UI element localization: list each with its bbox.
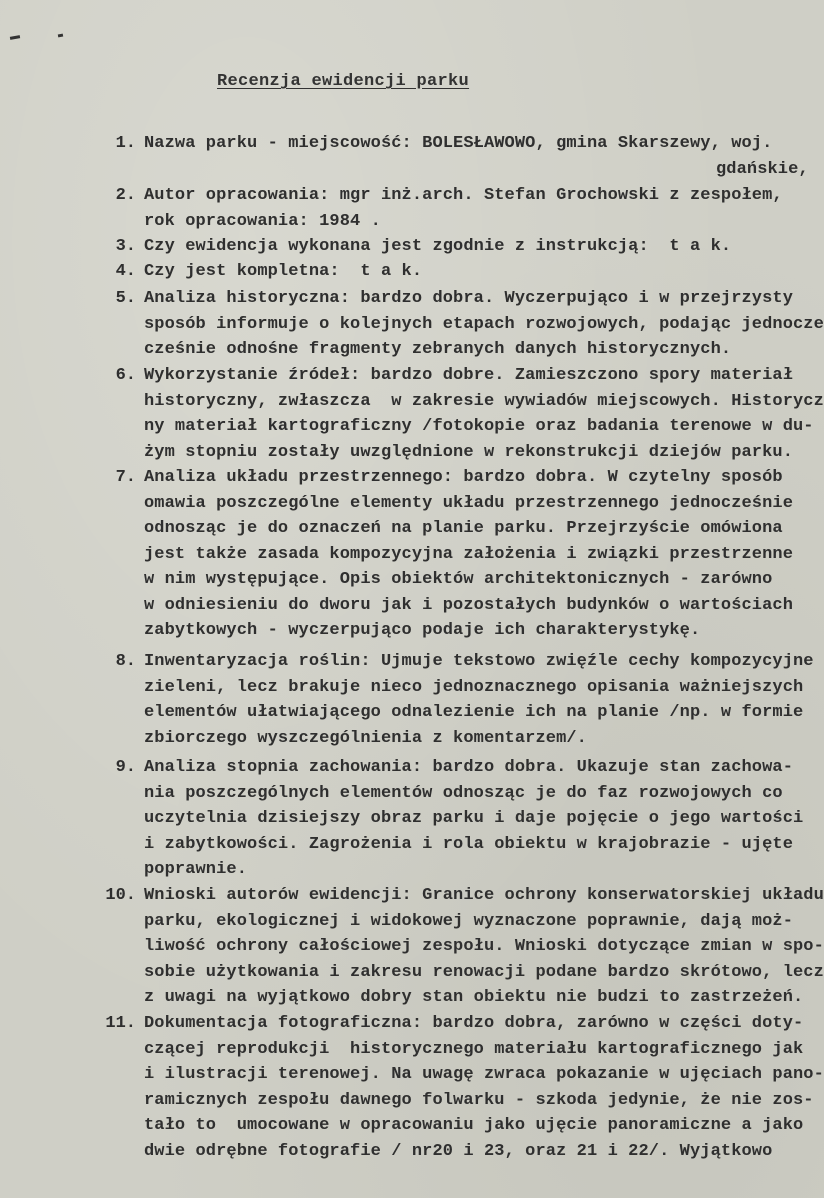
list-item-line: historyczny, zwłaszcza w zakresie wywiadów miejscowych. Historycz bbox=[144, 391, 824, 411]
list-item-line: cześnie odnośne fragmenty zebranych danych historycznych. bbox=[144, 340, 732, 359]
list-item-number: 1. bbox=[115, 134, 136, 153]
document-title: Recenzja ewidencji parku bbox=[217, 72, 470, 91]
list-item-line: Analiza stopnia zachowania: bardzo dobra. Ukazuje stan zachowa- bbox=[144, 758, 794, 777]
list-item-line: Autor opracowania: mgr inż.arch. Stefan Grochowski z zespołem, bbox=[144, 186, 783, 205]
list-item-line: Wykorzystanie źródeł: bardzo dobre. Zamieszczono spory materiał bbox=[144, 366, 794, 385]
list-item-line: Inwentaryzacja roślin: Ujmuje tekstowo zwięźle cechy kompozycyjne bbox=[144, 652, 814, 671]
list-item-line: i ilustracji terenowej. Na uwagę zwraca pokazanie w ujęciach pano- bbox=[144, 1065, 824, 1084]
list-item-line: w odniesieniu do dworu jak i pozostałych budynków o wartościach bbox=[144, 595, 794, 615]
list-item-line: i zabytkowości. Zagrożenia i rola obiektu w krajobrazie - ujęte bbox=[144, 834, 794, 854]
list-item-line: w nim występujące. Opis obiektów architektonicznych - zarówno bbox=[144, 570, 773, 589]
list-item-number: 5. bbox=[115, 289, 136, 308]
list-item-line: Dokumentacja fotograficzna: bardzo dobra, zarówno w części doty- bbox=[144, 1014, 804, 1033]
list-item-line: gdańskie, bbox=[716, 159, 809, 179]
list-item-line: Nazwa parku - miejscowość: BOLESŁAWOWO, gmina Skarszewy, woj. bbox=[144, 134, 773, 153]
list-item-line: ny materiał kartograficzny /fotokopie oraz badania terenowe w du- bbox=[144, 417, 814, 436]
list-item-line: tało to umocowane w opracowaniu jako ujęcie panoramiczne a jako bbox=[144, 1116, 804, 1135]
list-item-line: ramicznych zespołu dawnego folwarku - szkoda jedynie, że nie zos- bbox=[144, 1090, 814, 1110]
list-item-line: Wnioski autorów ewidencji: Granice ochrony konserwatorskiej układu bbox=[144, 886, 824, 905]
list-item-line: nia poszczególnych elementów odnosząc je do faz rozwojowych co bbox=[144, 783, 783, 803]
list-item-line: parku, ekologicznej i widokowej wyznaczone poprawnie, dają moż- bbox=[144, 911, 794, 931]
list-item-line: czącej reprodukcji historycznego materiału kartograficznego jak bbox=[144, 1039, 804, 1059]
list-item-line: uczytelnia dzisiejszy obraz parku i daje pojęcie o jego wartości bbox=[144, 809, 804, 828]
list-item-line: odnosząc je do oznaczeń na planie parku. Przejrzyście omówiona bbox=[144, 519, 783, 538]
list-item-line: sposób informuje o kolejnych etapach rozwojowych, podając jednocze bbox=[144, 314, 824, 334]
list-item-line: poprawnie. bbox=[144, 860, 248, 879]
list-item-line: Czy jest kompletna: t a k. bbox=[144, 262, 423, 281]
list-item-line: z uwagi na wyjątkowo dobry stan obiektu nie budzi to zastrzeżeń. bbox=[144, 988, 804, 1007]
list-item-line: sobie użytkowania i zakresu renowacji podane bardzo skrótowo, lecz bbox=[144, 962, 824, 982]
list-item-line: omawia poszczególne elementy układu przestrzennego jednocześnie bbox=[144, 493, 794, 513]
corner-mark bbox=[10, 35, 20, 40]
list-item-line: Analiza układu przestrzennego: bardzo dobra. W czytelny sposób bbox=[144, 468, 783, 487]
list-item-line: Analiza historyczna: bardzo dobra. Wyczerpująco i w przejrzysty bbox=[144, 289, 794, 308]
list-item-number: 10. bbox=[105, 886, 136, 905]
list-item-line: rok opracowania: 1984 . bbox=[144, 211, 381, 231]
list-item-number: 3. bbox=[115, 237, 136, 256]
list-item-line: elementów ułatwiającego odnalezienie ich na planie /np. w formie bbox=[144, 703, 804, 722]
corner-mark bbox=[58, 34, 63, 38]
list-item-line: jest także zasada kompozycyjna założenia i związki przestrzenne bbox=[144, 544, 794, 564]
list-item-number: 2. bbox=[115, 186, 136, 205]
list-item-line: liwość ochrony całościowej zespołu. Wnioski dotyczące zmian w spo- bbox=[144, 937, 824, 956]
list-item-number: 4. bbox=[115, 262, 136, 281]
list-item-line: zbiorczego wyszczególnienia z komentarzem/. bbox=[144, 728, 587, 748]
list-item-number: 7. bbox=[115, 468, 136, 487]
list-item-line: dwie odrębne fotografie / nr20 i 23, oraz 21 i 22/. Wyjątkowo bbox=[144, 1141, 773, 1161]
list-item-line: zieleni, lecz brakuje nieco jednoznacznego opisania ważniejszych bbox=[144, 677, 804, 697]
list-item-line: Czy ewidencja wykonana jest zgodnie z instrukcją: t a k. bbox=[144, 237, 732, 256]
list-item-number: 8. bbox=[115, 652, 136, 671]
list-item-number: 11. bbox=[105, 1014, 136, 1033]
list-item-number: 9. bbox=[115, 758, 136, 777]
list-item-line: żym stopniu zostały uwzględnione w rekonstrukcji dziejów parku. bbox=[144, 442, 794, 462]
list-item-number: 6. bbox=[115, 366, 136, 385]
list-item-line: zabytkowych - wyczerpująco podaje ich charakterystykę. bbox=[144, 621, 701, 640]
